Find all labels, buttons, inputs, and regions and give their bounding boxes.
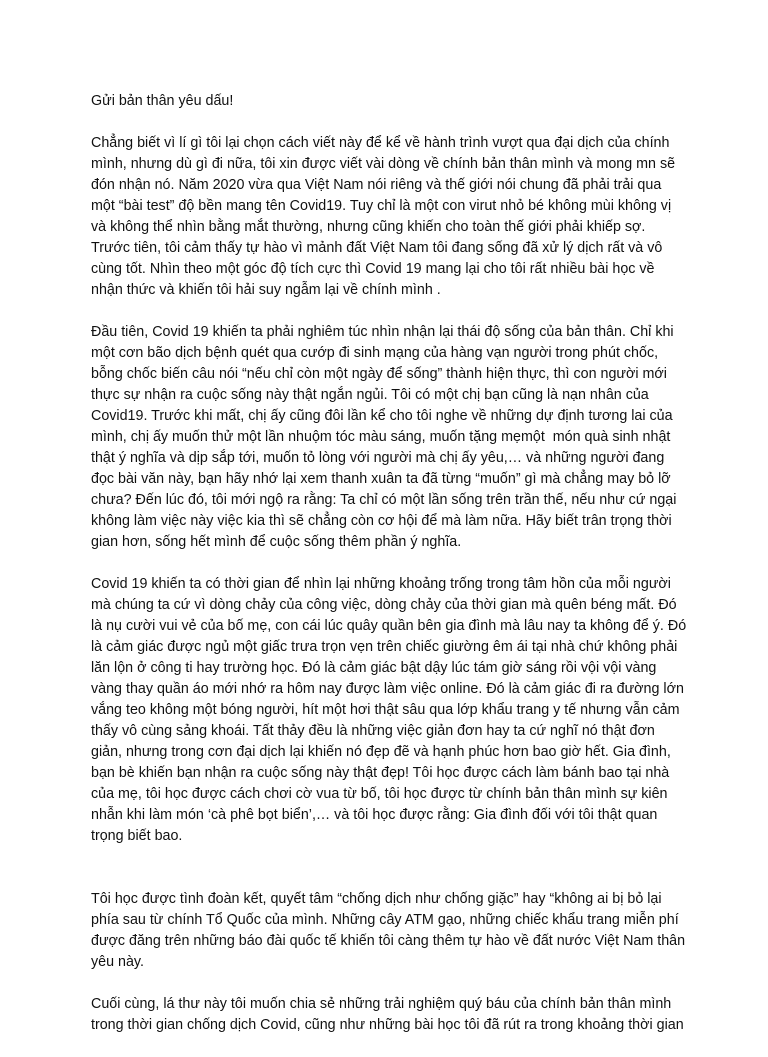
letter-greeting: Gửi bản thân yêu dấu! bbox=[91, 93, 234, 109]
letter-body bbox=[91, 91, 691, 1057]
paragraph-attitude: Đầu tiên, Covid 19 khiến ta phải nghiêm túc nhìn nhận lại thái độ sống của bản thân. Chỉ khi một cơn bão dịch bệnh quét qua cướp đi sinh mạng của hàng vạn người trong phút chốc, bỗng chốc biến câu nói “nếu chỉ còn một ngày để sống” thành hiện thực, thì con người mới thực sự nhận ra cuộc sống này thật ngắn ngủi. Tôi có một chị bạn cũng là nạn nhân của Covid19. Trước khi mất, chị ấy cũng đôi lần kể cho tôi nghe về những dự định tương lai của mình, chị ấy muốn thử một lần nhuộm tóc màu sáng, muốn tặng mẹmột món quà sinh nhật thật ý nghĩa và dịp sắp tới, muốn tỏ lòng với người mà chị ấy yêu,… và những người đang đọc bài văn này, bạn hãy nhớ lại xem thanh xuân ta đã từng “muốn” gì mà chẳng may bỏ lỡ chưa? Đến lúc đó, tôi mới ngộ ra rằng: Ta chỉ có một lần sống trên trần thế, nếu như cứ ngại không làm việc này việc kia thì sẽ chẳng còn cơ hội để mà làm nữa. Hãy biết trân trọng thời gian hơn, sống hết mình để cuộc sống thêm phần ý nghĩa. bbox=[91, 324, 681, 550]
paragraph-solidarity: Tôi học được tình đoàn kết, quyết tâm “chống dịch như chống giặc” hay “không ai bị bỏ lại phía sau từ chính Tổ Quốc của mình. Những cây ATM gạo, những chiếc khẩu trang miễn phí được đăng trên những báo đài quốc tế khiến tôi càng thêm tự hào về đất nước Việt Nam thân yêu này. bbox=[91, 891, 690, 970]
paragraph-family: Covid 19 khiến ta có thời gian để nhìn lại những khoảng trống trong tâm hồn của mỗi người mà chúng ta cứ vì dòng chảy của công việc, dòng chảy của thời gian mà quên béng mất. Đó là nụ cười vui vẻ của bố mẹ, con cái lúc quây quần bên gia đình mà lâu nay ta không để ý. Đó là cảm giác được ngủ một giấc trưa trọn vẹn trên chiếc giường êm ái tại nhà chứ không phải lăn lộn ở công ti hay trường học. Đó là cảm giác bật dậy lúc tám giờ sáng rồi vội vội vàng vàng thay quần áo mới nhớ ra hôm nay được làm việc online. Đó là cảm giác đi ra đường lớn vắng teo không một bóng người, hít một hơi thật sâu qua lớp khẩu trang y tế nhưng vẫn cảm thấy vô cùng sảng khoái. Tất thảy đều là những việc giản đơn hay ta cứ nghĩ nó thật đơn giản, nhưng trong cơn đại dịch lại khiến nó đẹp đẽ và hạnh phúc hơn bao giờ hết. Gia đình, bạn bè khiến bạn nhận ra cuộc sống này thật đẹp! Tôi học được cách làm bánh bao tại nhà của mẹ, tôi học được cách chơi cờ vua từ bố, tôi học được từ chính bản thân mình sự kiên nhẫn khi làm món ‘cà phê bọt biển’,… và tôi học được rằng: Gia đình đối với tôi thật quan trọng biết bao. bbox=[91, 576, 691, 844]
paragraph-intro: Chẳng biết vì lí gì tôi lại chọn cách viết này để kể về hành trình vượt qua đại dịch của chính mình, nhưng dù gì đi nữa, tôi xin được viết vài dòng về chính bản thân mình và mong mn sẽ đón nhận nó. Năm 2020 vừa qua Việt Nam nói riêng và thế giới nói chung đã phải trải qua một “bài test” độ bền mang tên Covid19. Tuy chỉ là một con virut nhỏ bé không mùi không vị và không thể nhìn bằng mắt thường, nhưng cũng khiến cho toàn thế giới phải khiếp sợ. Trước tiên, tôi cảm thấy tự hào vì mảnh đất Việt Nam tôi đang sống đã xử lý dịch rất và vô cùng tốt. Nhìn theo một góc độ tích cực thì Covid 19 mang lại cho tôi rất nhiều bài học về nhận thức và khiến tôi hải suy ngẫm lại về chính mình . bbox=[91, 135, 680, 298]
paragraph-conclusion: Cuối cùng, lá thư này tôi muốn chia sẻ những trải nghiệm quý báu của chính bản thân mình trong thời gian chống dịch Covid, cũng như những bài học tôi đã rút ra trong khoảng thời gian bbox=[91, 996, 684, 1033]
